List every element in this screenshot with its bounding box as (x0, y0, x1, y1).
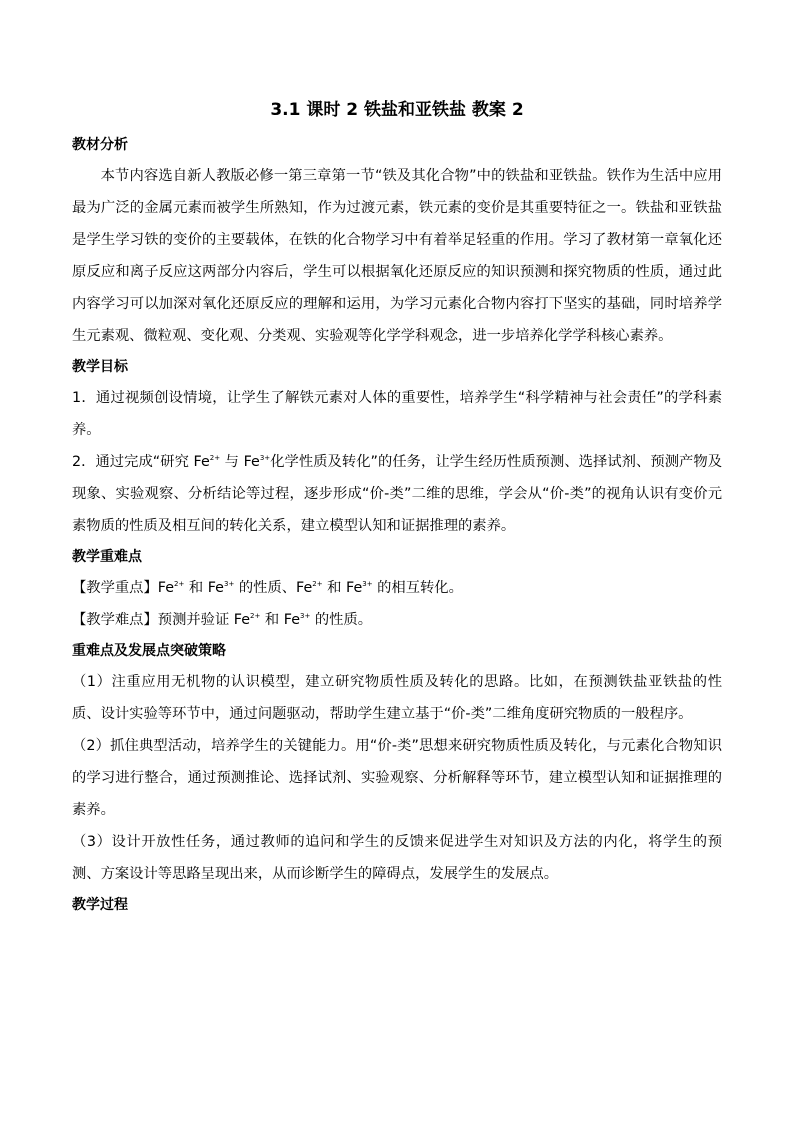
heading-process: 教学过程 (72, 897, 128, 913)
strategy-item-2: （2）抓住典型活动，培养学生的关键能力。用“价-类”思想来研究物质性质及转化，与元素化合物知识的学习进行整合，通过预测推论、选择试剂、实验观察、分析解释等环节，建立模型认知和证据推理的素养。 (72, 738, 722, 818)
strategy-item-1: （1）注重应用无机物的认识模型，建立研究物质性质及转化的思路。比如，在预测铁盐亚铁盐的性质、设计实验等环节中，通过问题驱动，帮助学生建立基于“价-类”二维角度研究物质的一般程序。 (72, 674, 722, 722)
document-page (72, 96, 722, 920)
teaching-focus (72, 572, 722, 604)
difficulty-text-a: 【教学难点】预测并验证 Fe (72, 612, 251, 628)
heading-strategy: 重难点及发展点突破策略 (72, 643, 226, 659)
charge-superscript: 2+ (174, 580, 185, 589)
focus-text-a: 【教学重点】Fe (72, 580, 175, 596)
analysis-paragraph: 本节内容选自新人教版必修一第三章第一节“铁及其化合物”中的铁盐和亚铁盐。铁作为生活中应用最为广泛的金属元素而被学生所熟知，作为过渡元素，铁元素的变价是其重要特征之一。铁盐和亚铁盐是学生学习铁的变价的主要载体，在铁的化合物学习中有着举足轻重的作用。学习了教材第一章氧化还原反应和离子反应这两部分内容后，学生可以根据氧化还原反应的知识预测和探究物质的性质，通过此内容学习可以加深对氧化还原反应的理解和运用，为学习元素化合物内容打下坚实的基础，同时培养学生元素观、微粒观、变化观、分类观、实验观等化学学科观念，进一步培养化学学科核心素养。 (72, 168, 722, 344)
heading-goals: 教学目标 (72, 359, 128, 375)
difficulty-text-c: 的性质。 (310, 612, 373, 628)
heading-analysis: 教材分析 (72, 137, 128, 153)
charge-superscript: 2+ (312, 580, 323, 589)
difficulty-text-b: 和 Fe (260, 612, 300, 628)
focus-text-b: 和 Fe (184, 580, 224, 596)
goal-item-1: 1．通过视频创设情境，让学生了解铁元素对人体的重要性，培养学生“科学精神与社会责任”的学科素养。 (72, 390, 722, 438)
charge-superscript: 2+ (209, 454, 221, 463)
charge-superscript: 3+ (362, 580, 373, 589)
charge-superscript: 3+ (300, 612, 311, 621)
goal-item-2-text-a: 2．通过完成“研究 Fe (72, 454, 210, 470)
charge-superscript: 3+ (259, 454, 271, 463)
teaching-difficulty (72, 604, 722, 636)
heading-keypoints: 教学重难点 (72, 549, 142, 565)
focus-text-d: 和 Fe (322, 580, 363, 596)
charge-superscript: 3+ (223, 580, 235, 589)
charge-superscript: 2+ (250, 612, 261, 621)
focus-text-e: 的相互转化。 (372, 580, 463, 596)
document-title: 3.1 课时 2 铁盐和亚铁盐 教案 2 (270, 100, 524, 120)
focus-text-c: 的性质、Fe (234, 580, 313, 596)
goal-item-2-text-b: 与 Fe (220, 454, 260, 470)
goal-item-2-text-c: 化学性质及转化”的任务，让学生经历性质预测、选择试剂、预测产物及现象、实验观察、分析结论等过程，逐步形成“价-类”二维的思维，学会从“价-类”的视角认识有变价元素物质的性质及相互间的转化关系，建立模型认知和证据推理的素养。 (72, 454, 722, 534)
strategy-item-3: （3）设计开放性任务，通过教师的追问和学生的反馈来促进学生对知识及方法的内化，将学生的预测、方案设计等思路呈现出来，从而诊断学生的障碍点，发展学生的发展点。 (72, 834, 722, 882)
goal-item-2 (72, 446, 722, 542)
